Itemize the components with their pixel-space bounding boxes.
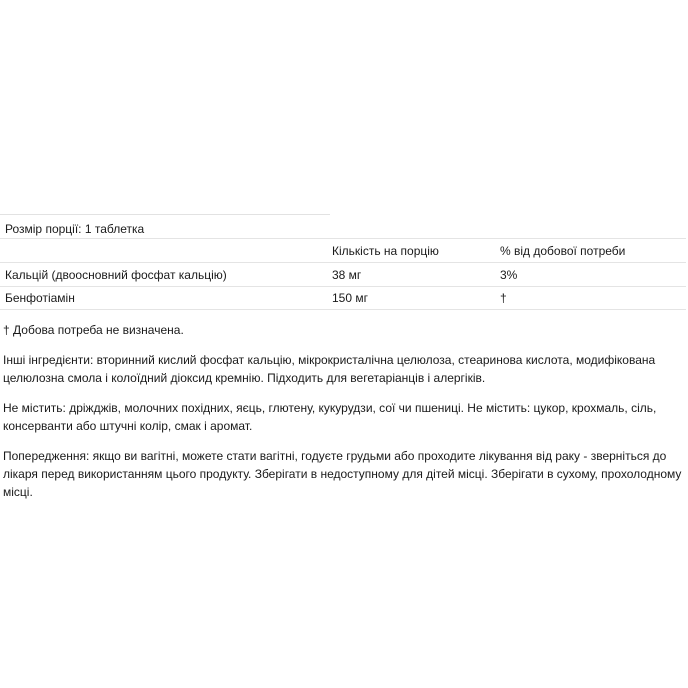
label-notes	[0, 321, 688, 501]
warnings-text: Попередження: якщо ви вагітні, можете стати вагітні, годуєте грудьми або проходите лікування від раку - зверніться до лікаря перед використанням цього продукту. Зберігати в недоступному для дітей місці. Зберігати в сухому, прохолодному місці.	[3, 449, 682, 499]
supplement-facts-panel	[0, 214, 688, 501]
daily-value-footnote: † Добова потреба не визначена.	[3, 323, 184, 337]
table-header-row	[0, 238, 686, 262]
header-amount: Кількість на порцію	[332, 243, 439, 258]
other-ingredients-text: Інші інгредієнти: вторинний кислий фосфат кальцію, мікрокристалічна целюлоза, стеаринова кислота, модифікована целюлозна смола і колоїдний діоксид кремнію. Підходить для вегетаріанців і алергіків.	[3, 353, 656, 385]
serving-size: Розмір порції: 1 таблетка	[0, 214, 330, 238]
ingredient-amount: 150 мг	[332, 291, 368, 305]
table-row	[0, 286, 686, 310]
ingredient-daily-value: †	[500, 291, 507, 305]
ingredient-name: Кальцій (двоосновний фосфат кальцію)	[5, 267, 227, 282]
free-from-text: Не містить: дріжджів, молочних похідних, яєць, глютену, кукурудзи, сої чи пшениці. Не містить: цукор, крохмаль, сіль, консерванти або штучні колір, смак і аромат.	[3, 401, 657, 433]
ingredient-name: Бенфотіамін	[5, 291, 75, 305]
ingredient-daily-value: 3%	[500, 267, 518, 282]
ingredient-amount: 38 мг	[332, 267, 362, 282]
header-daily-value: % від добової потреби	[500, 243, 626, 258]
nutrition-table	[0, 238, 686, 310]
table-row	[0, 262, 686, 286]
